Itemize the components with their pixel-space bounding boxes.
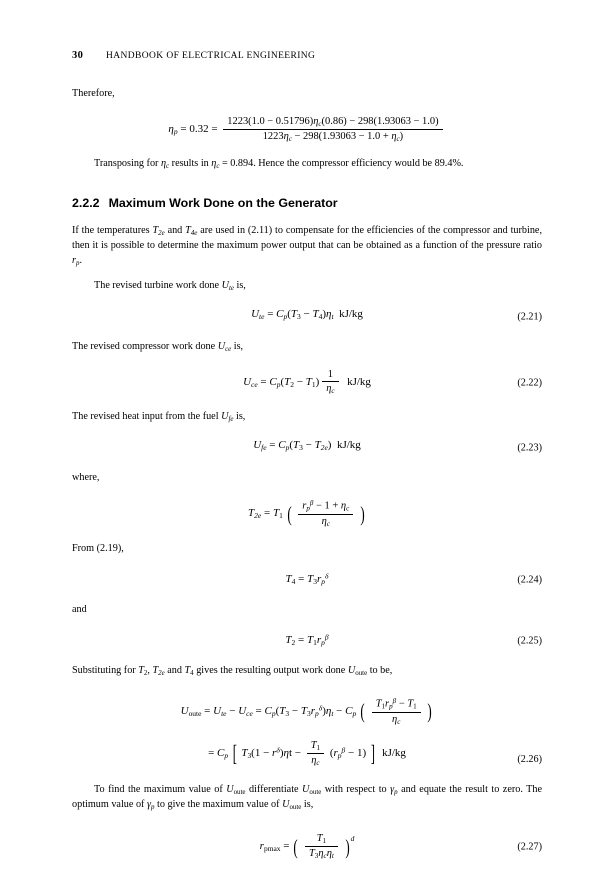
running-head: HANDBOOK OF ELECTRICAL ENGINEERING	[106, 51, 316, 61]
para-transposing: Transposing for $\eta_c$ results in $\eta_c = 0.894$. Hence the compressor efficiency would be 89.4%.	[94, 158, 464, 171]
equation-2-21: $U_{te} = C_p(T_3 - T_4)\eta_t$ kJ/kg (2.21)	[251, 308, 542, 323]
para-intro: If the temperatures $T_{2e}$ and $T_{4e}$ are used in (2.11) to compensate for the efficiencies of the compressor and turbine, then it is possible to determine the maximum power output that can be obtained as a function of the pressure ratio $r_p$.	[72, 225, 542, 268]
from-label: From (2.19),	[72, 543, 124, 555]
section-heading	[72, 196, 542, 210]
equation-tag: (2.23)	[517, 442, 542, 454]
page-number: 30	[72, 50, 84, 61]
and-label: and	[72, 604, 87, 616]
equation-tag: (2.26)	[517, 754, 542, 765]
equation-2-27: $r_{pmax}$ = ( $\frac{T_1}{T_3\eta_c\eta_t}$ )$^d$ (2.27)	[259, 833, 542, 861]
equation-where: $T_{2e} = T_1$ ( $\frac{r_p^\beta - 1 + \eta_c}{\eta_c}$ )	[248, 499, 365, 529]
equation-2-23: $U_{fe} = C_p(T_3 - T_{2e})$ kJ/kg (2.23)	[253, 438, 542, 454]
para-revised-turbine: The revised turbine work done $U_{te}$ is,	[94, 280, 246, 293]
page-header	[72, 50, 542, 61]
equation-tag: (2.24)	[517, 574, 542, 586]
section-title: Maximum Work Done on the Generator	[108, 196, 338, 211]
equation-2-25: $T_2 = T_1r_p^\beta$ (2.25)	[285, 631, 542, 647]
para-revised-heat: The revised heat input from the fuel $U_{fe}$ is,	[72, 410, 246, 423]
section-number: 2.2.2	[72, 196, 100, 211]
page-content	[72, 50, 542, 875]
equation-2-22: $U_{ce} = C_p(T_2 - T_1)$ $\frac{1}{\eta_c}$ kJ/kg (2.22)	[243, 369, 542, 396]
equation-2-26: $U_{oute} = U_{te} - U_{ce} = C_p(T_3 - T_3r_p^\delta)\eta_t - C_p$ ( $\frac{T_1r_p^\beta - T_1}{\eta_c}$ ) = $C_p$ [ $T_3(1 - r^\delta)\eta t$ − $\frac{T_1}{\eta_c}$ $(r_p^\beta - 1)$ ] kJ/kg (2.26)	[180, 696, 542, 767]
equation-therefore: $\eta_p = 0.32$ = $\frac{1223(1.0 - 0.51796)\eta_c(0.86) - 298(1.93063 - 1.0)}{1223\eta_c - 298(1.93063 - 1.0 + \eta_c)}$	[72, 116, 542, 143]
para-find-max: To find the maximum value of $U_{oute}$ differentiate $U_{oute}$ with respect to $\gamma_p$ and equate the result to zero. The optimum value of $\gamma_p$ to give the maximum value of $U_{oute}$ is,	[72, 784, 543, 812]
where-label: where,	[72, 471, 100, 483]
equation-2-24: $T_4 = T_3r_p^\delta$ (2.24)	[285, 571, 542, 587]
para-revised-compressor: The revised compressor work done $U_{ce}$ is,	[72, 341, 244, 354]
equation-tag: (2.27)	[517, 841, 542, 853]
equation-tag: (2.22)	[517, 377, 542, 388]
therefore-label: Therefore,	[72, 88, 115, 99]
equation-tag: (2.21)	[517, 311, 542, 323]
equation-tag: (2.25)	[517, 635, 542, 647]
para-substituting: Substituting for $T_2$, $T_{2e}$ and $T_4$ gives the resulting output work done $U_{oute}$ to be,	[72, 664, 393, 677]
